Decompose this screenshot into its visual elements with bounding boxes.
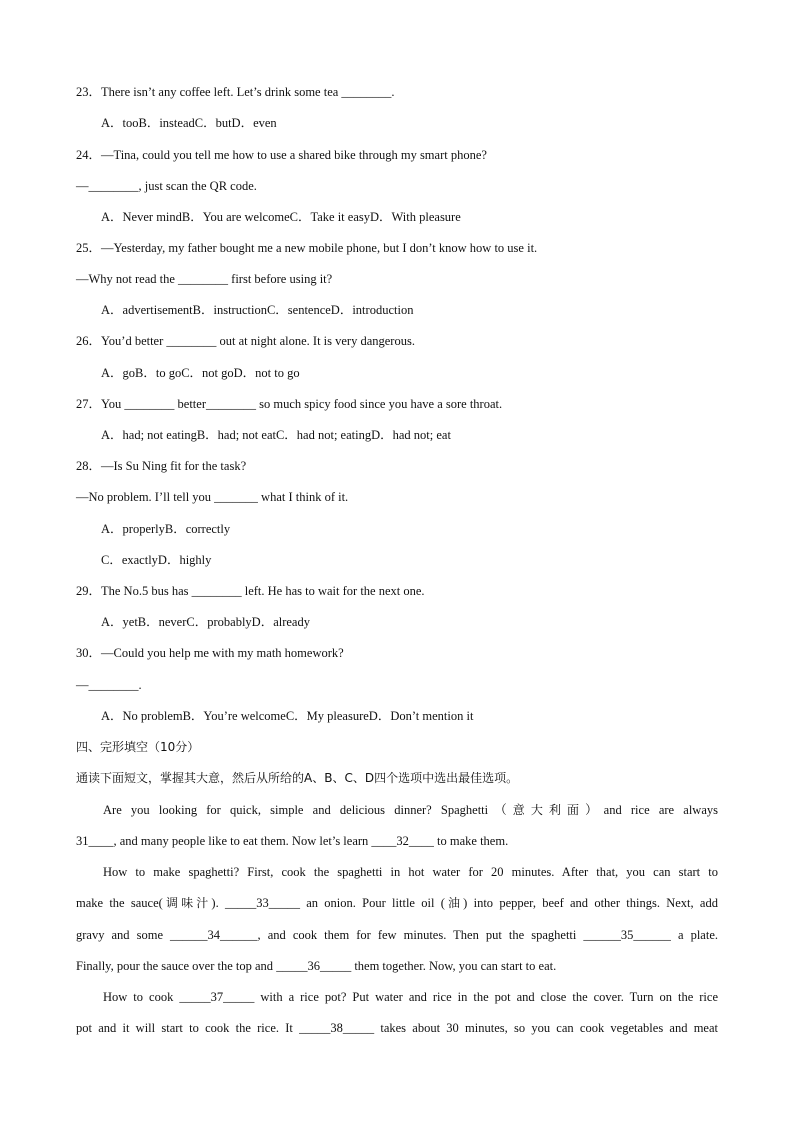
question-24-stem-2: —________, just scan the QR code. <box>76 179 257 193</box>
passage-line-2: 31____, and many people like to eat them. Now let’s learn ____32____ to make them. <box>76 834 509 848</box>
passage-line-5: gravy and some ______34______, and cook them for few minutes. Then put the spaghetti ______35______ a plate. <box>76 928 718 942</box>
question-28-stem: 28．—Is Su Ning fit for the task? <box>76 459 247 473</box>
question-30-options: A．No problemB．You’re welcomeC．My pleasureD．Don’t mention it <box>101 709 474 723</box>
passage-line-3: How to make spaghetti? First, cook the spaghetti in hot water for 20 minutes. After that, you can start to <box>103 865 718 879</box>
question-23-stem: 23．There isn’t any coffee left. Let’s drink some tea ________. <box>76 85 395 99</box>
question-28-stem-2: —No problem. I’ll tell you _______ what I think of it. <box>76 490 349 504</box>
question-30-stem-2: —________. <box>76 678 142 692</box>
question-30-stem: 30．—Could you help me with my math homework? <box>76 646 344 660</box>
question-25-stem-2: —Why not read the ________ first before using it? <box>76 272 333 286</box>
question-27-options: A．had; not eatingB．had; not eatC．had not; eatingD．had not; eat <box>101 428 451 442</box>
blank-32: ____32____ <box>371 834 434 848</box>
passage-line-4: make the sauce(调味汁). _____33_____ an onion. Pour little oil (油) into pepper, beef and other things. Next, add <box>76 896 718 910</box>
blank-31: 31____ <box>76 834 114 848</box>
question-25-options: A．advertisementB．instructionC．sentenceD．introduction <box>101 303 414 317</box>
question-24-options: A．Never mindB．You are welcomeC．Take it easyD．With pleasure <box>101 210 461 224</box>
question-28-options-2: C．exactlyD．highly <box>101 553 212 567</box>
blank-34: ______34______ <box>170 928 258 942</box>
question-26-options: A．goB．to goC．not goD．not to go <box>101 366 300 380</box>
blank-38: _____38_____ <box>299 1021 375 1035</box>
question-29-options: A．yetB．neverC．probablyD．already <box>101 615 310 629</box>
section-title: 四、完形填空（10分） <box>76 740 200 754</box>
passage-line-8: pot and it will start to cook the rice. It _____38_____ takes about 30 minutes, so you can cook vegetables and meat <box>76 1021 718 1035</box>
section-instruction: 通读下面短文，掌握其大意，然后从所给的A、B、C、D四个选项中选出最佳选项。 <box>76 771 519 785</box>
question-26-stem: 26．You’d better ________ out at night alone. It is very dangerous. <box>76 334 415 348</box>
passage-line-6: Finally, pour the sauce over the top and _____36_____ them together. Now, you can start to eat. <box>76 959 557 973</box>
question-24-stem: 24．—Tina, could you tell me how to use a shared bike through my smart phone? <box>76 148 487 162</box>
passage-line-1: Are you looking for quick, simple and delicious dinner? Spaghetti（意大利面）and rice are always <box>103 803 718 817</box>
question-29-stem: 29．The No.5 bus has ________ left. He has to wait for the next one. <box>76 584 425 598</box>
blank-37: _____37_____ <box>179 990 255 1004</box>
blank-33: _____33_____ <box>224 896 300 910</box>
question-23-options: A．tooB．insteadC．butD．even <box>101 116 277 130</box>
blank-36: _____36_____ <box>276 959 352 973</box>
passage-line-7: How to cook _____37_____ with a rice pot? Put water and rice in the pot and close the cover. Turn on the rice <box>103 990 718 1004</box>
blank-35: ______35______ <box>583 928 671 942</box>
question-28-options: A．properlyB．correctly <box>101 522 231 536</box>
question-27-stem: 27．You ________ better________ so much spicy food since you have a sore throat. <box>76 397 503 411</box>
question-25-stem: 25．—Yesterday, my father bought me a new mobile phone, but I don’t know how to use it. <box>76 241 538 255</box>
